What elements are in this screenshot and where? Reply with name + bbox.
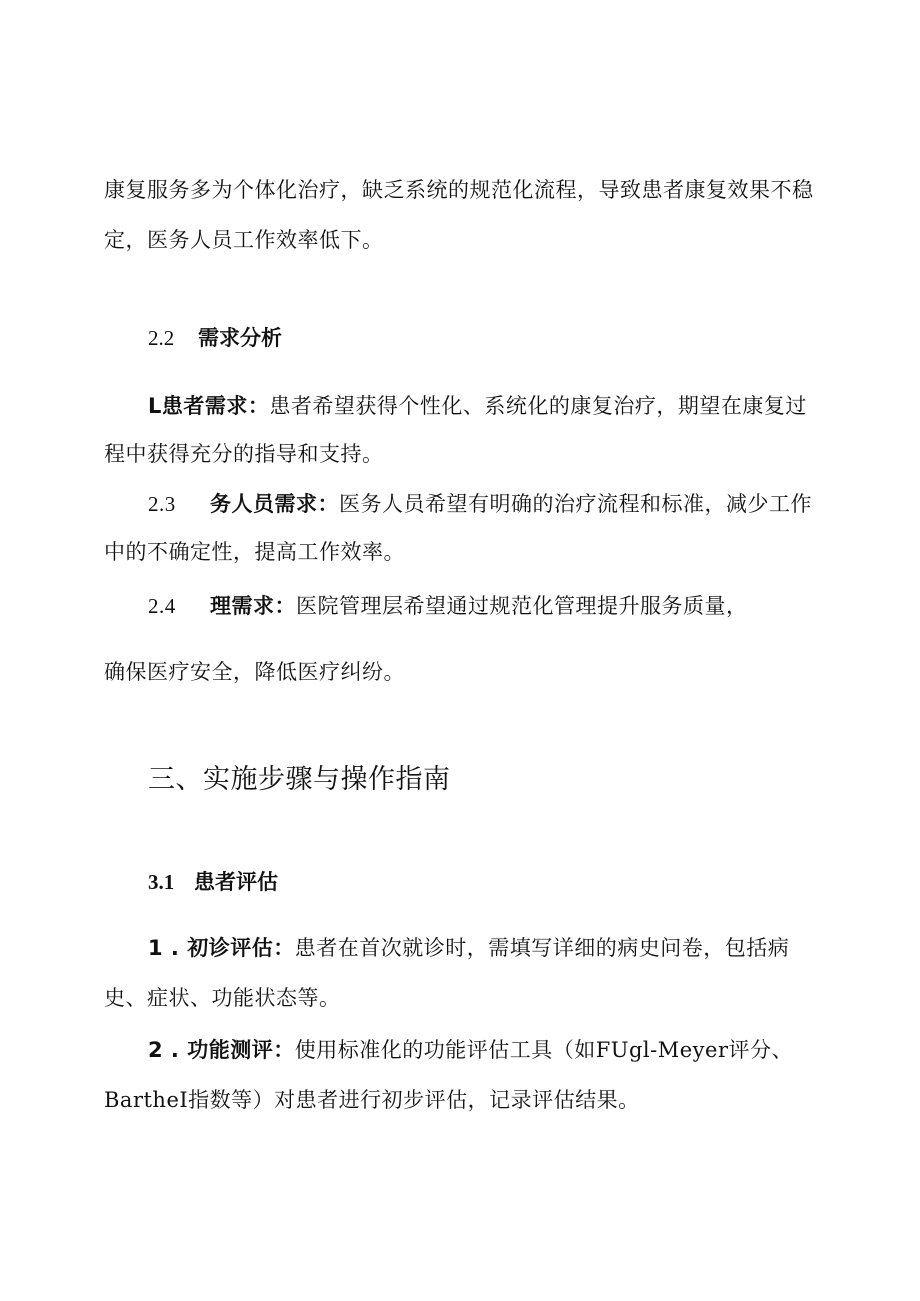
patient-needs-line-2: 程中获得充分的指导和支持。 [104,442,384,466]
section-2-2-title: 需求分析 [198,326,282,350]
item-2-3-text: 医务人员希望有明确的治疗流程和标准，减少工作 [339,492,812,516]
item-2-4-number: 2.4 [148,594,176,618]
step-1-line-1 [148,934,789,962]
item-2-3-label: 务人员需求： [210,492,339,516]
step-2-line-2: BartheI指数等）对患者进行初步评估，记录评估结果。 [104,1088,640,1112]
item-2-4-line-1 [148,592,748,620]
intro-line-1: 康复服务多为个体化治疗，缺乏系统的规范化流程，导致患者康复效果不稳 [104,178,814,202]
section-2-2-number: 2.2 [148,326,175,350]
item-2-4-label: 理需求： [210,594,296,618]
step-2-line-1 [148,1036,793,1064]
section-3-heading: 三、实施步骤与操作指南 [148,764,451,795]
item-2-3-line-2: 中的不确定性，提高工作效率。 [104,540,405,564]
item-2-4-line-2: 确保医疗安全，降低医疗纠纷。 [104,660,405,684]
step-1-label: 1 . 初诊评估： [148,936,295,960]
item-2-3-line-1 [148,490,812,518]
section-3-1-title: 患者评估 [194,870,278,894]
step-1-line-2: 史、症状、功能状态等。 [104,986,341,1010]
step-1-text: 患者在首次就诊时，需填写详细的病史问卷，包括病 [294,936,790,960]
section-2-2-heading [148,324,282,352]
step-2-label: 2 . 功能测评： [148,1038,295,1062]
patient-needs-label: L患者需求： [148,394,270,418]
patient-needs-line-1 [148,392,807,420]
step-2-text: 使用标准化的功能评估工具（如FUgl-Meyer评分、 [294,1038,794,1062]
intro-line-2: 定，医务人员工作效率低下。 [104,228,384,252]
patient-needs-text: 患者希望获得个性化、系统化的康复治疗，期望在康复过 [269,394,807,418]
item-2-4-text: 医院管理层希望通过规范化管理提升服务质量， [296,594,748,618]
item-2-3-number: 2.3 [148,492,176,516]
section-3-1-number: 3.1 [148,870,175,894]
section-3-1-heading [148,868,278,896]
